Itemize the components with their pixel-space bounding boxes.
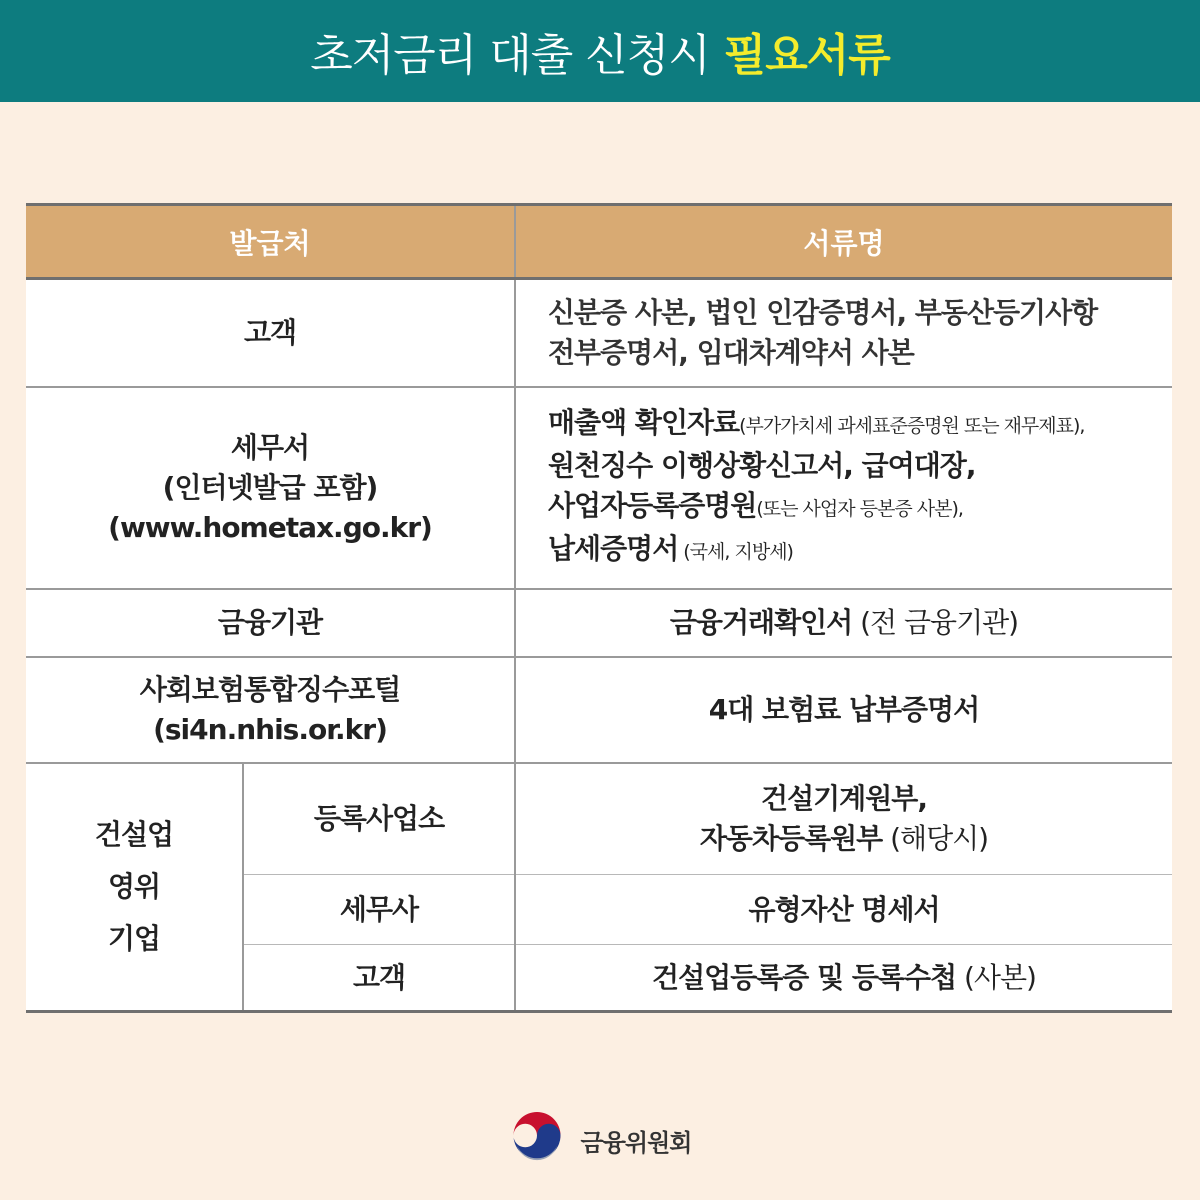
table-row: [26, 279, 1172, 387]
documents-social-insurance: 4대 보험료 납부증명서: [515, 657, 1172, 763]
document-line: 건설기계원부,: [761, 781, 927, 815]
document-item: 사업자등록증명원(또는 사업자 등본증 사본),: [548, 489, 963, 522]
issuer-line: 세무서: [230, 430, 310, 464]
taegeuk-logo-icon: [509, 1112, 565, 1168]
document-item: 원천징수 이행상황신고서, 급여대장,: [548, 449, 976, 482]
table-row: [26, 763, 1172, 875]
issuer-line: 사회보험통합징수포털: [139, 672, 401, 706]
table-row: [26, 657, 1172, 763]
documents-registration-office: [515, 763, 1172, 875]
group-line: 기업: [107, 921, 161, 955]
column-header-document: 서류명: [515, 205, 1172, 279]
document-item: 매출액 확인자료(부가가치세 과세표준증명원 또는 재무제표),: [548, 406, 1085, 439]
issuer-customer-construction: 고객: [243, 945, 515, 1012]
organization-name: 금융위원회: [580, 1128, 692, 1157]
documents-customer-construction: 건설업등록증 및 등록수첩 (사본): [515, 945, 1172, 1012]
issuer-group-construction: [26, 763, 243, 1012]
required-documents-table: [26, 203, 1172, 1013]
documents-financial: 금융거래확인서 (전 금융기관): [515, 589, 1172, 657]
issuer-tax-accountant: 세무사: [243, 875, 515, 945]
documents-tax-accountant: 유형자산 명세서: [515, 875, 1172, 945]
documents-line: 신분증 사본, 법인 인감증명서, 부동산등기사항: [548, 295, 1098, 329]
page-header: [0, 0, 1200, 102]
issuer-tax-office: [26, 387, 515, 589]
table-header-row: [26, 205, 1172, 279]
table-row: [26, 387, 1172, 589]
document-line: 자동차등록원부 (해당시): [699, 821, 989, 855]
documents-line: 전부증명서, 임대차계약서 사본: [548, 335, 914, 369]
issuer-line: (인터넷발급 포함): [162, 470, 378, 504]
issuer-url: (www.hometax.go.kr): [108, 510, 432, 544]
table-row: [26, 589, 1172, 657]
issuer-social-insurance: [26, 657, 515, 763]
issuer-customer: 고객: [26, 279, 515, 387]
footer: [0, 1108, 1200, 1172]
issuer-registration-office: 등록사업소: [243, 763, 515, 875]
column-header-issuer: 발급처: [26, 205, 515, 279]
issuer-financial: 금융기관: [26, 589, 515, 657]
documents-customer: [515, 279, 1172, 387]
issuer-url: (si4n.nhis.or.kr): [153, 712, 387, 746]
page-title: 초저금리 대출 신청시: [310, 30, 710, 81]
group-line: 영위: [107, 869, 161, 903]
document-item: 납세증명서 (국세, 지방세): [548, 532, 793, 565]
page-title-accent: 필요서류: [723, 30, 890, 81]
group-line: 건설업: [94, 817, 174, 851]
documents-tax-office: [515, 387, 1172, 589]
